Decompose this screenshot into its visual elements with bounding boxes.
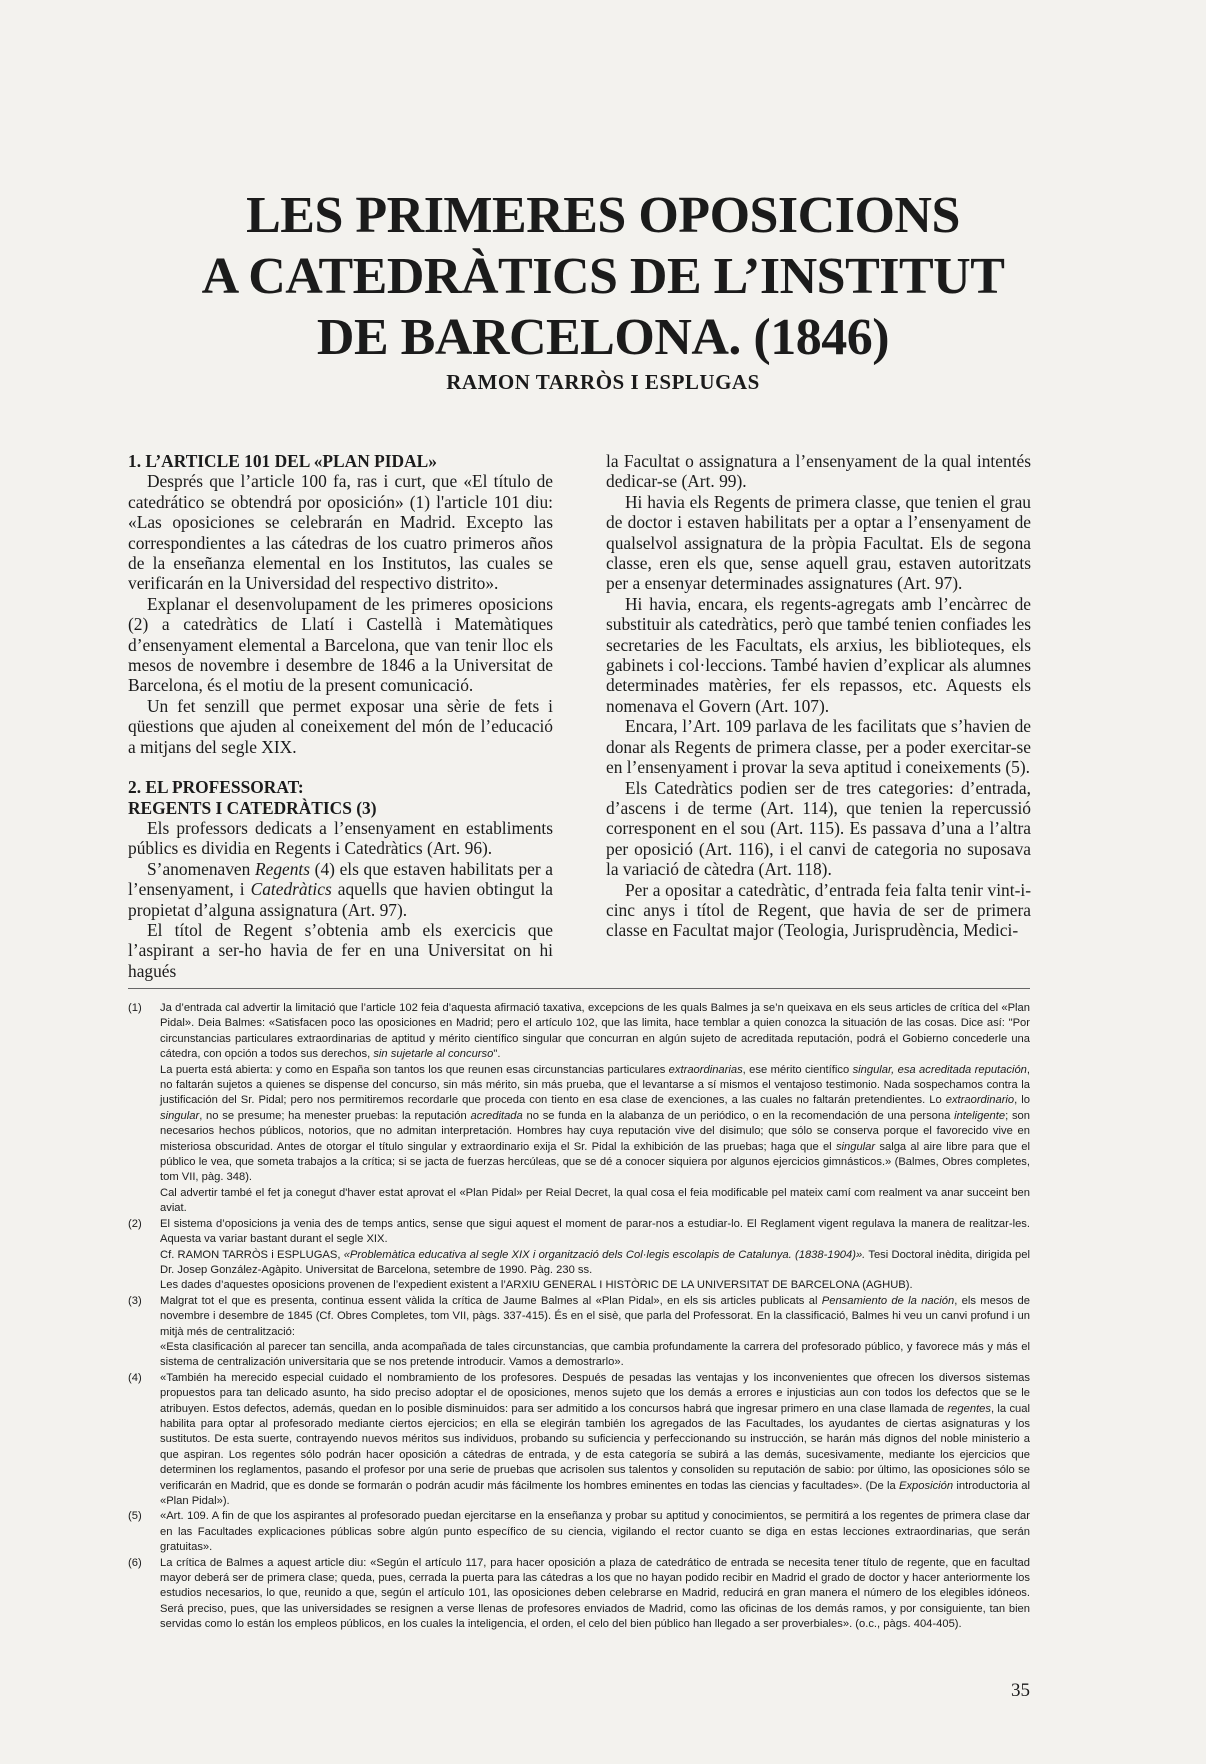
italic-run: singular, esa acreditada reputación [852,1063,1027,1076]
footnote-paragraph: Les dades d’aquestes oposicions provenen de l’expedient existent a l’ARXIU GENERAL I HISTÒRIC DE LA UNIVERSITAT DE BARCELONA (AGHUB). [160,1279,913,1292]
title-line-1: LES PRIMERES OPOSICIONS [246,187,960,244]
footnote-body [160,1001,1030,1217]
italic-run: regentes [947,1402,991,1415]
paragraph: Explanar el desenvolupament de les primeres oposicions (2) a catedràtics de Llatí i Castellà i Matemàtiques d’ensenyament elemental a Barcelona, que van tenir lloc els mesos de novembre i desembre de 1846 a la Universitat de Barcelona, és el motiu de la present comunicació. [128,593,553,696]
text-run: , ese mérito científico [742,1063,853,1076]
paragraph: Per a opositar a catedràtic, d’entrada feia falta tenir vint-i-cinc anys i títol de Regent, que havia de ser de primera classe en Facultat major (Teologia, Jurisprudència, Medici- [606,879,1031,941]
section-2-heading-line-2: REGENTS I CATEDRÀTICS (3) [128,797,377,818]
text-run: aquells que havien obtingut la propietat d’alguna assignatura (Art. 97). [128,879,554,920]
text-run: ". [493,1048,501,1061]
paragraph: Encara, l’Art. 109 parlava de les facilitats que s’havien de donar als Regents de primera classe, per a poder exercitar-se en l’ensenyament i provar la seva aptitud i coneixements (5). [606,716,1031,778]
footnote-paragraph: Cal advertir també el fet ja conegut d'haver estat aprovat el «Plan Pidal» per Reial Decret, la qual cosa el feia modificable pel mateix camí com realment va anar succeint ben aviat. [160,1186,1030,1215]
text-run: , els mesos de novembre i desembre de 1845 (Cf. Obres Completes, tom VII, pàgs. 337-415). És en el sisè, que parla del Professorat. En la classificació, Balmes hi veu un canvi profund i un mitjà més de centralització: [160,1294,1030,1338]
text-run: S’anomenaven [147,858,255,879]
footnote-6 [128,1556,1030,1633]
footnote-number: (2) [128,1217,142,1230]
footnote-5 [128,1509,1030,1555]
text-run: La puerta está abierta: y como en España son tantos los que reunen esas circunstancias particulares [160,1063,669,1076]
italic-term: Catedràtics [250,879,332,900]
paragraph: El títol de Regent s’obtenia amb els exercicis que l’aspirant a ser-ho havia de fer en una Universitat on hi hagués [128,919,553,981]
footnote-number: (6) [128,1556,142,1569]
footnote-number: (5) [128,1510,142,1523]
page-number: 35 [1011,1680,1030,1701]
footnotes [128,1001,1030,1633]
italic-run: inteligente [954,1109,1006,1122]
footnote-3 [128,1294,1030,1371]
title-line-3: DE BARCELONA. (1846) [316,309,890,366]
left-column [128,451,553,981]
footnote-number: (1) [128,1002,142,1014]
paragraph: Un fet senzill que permet exposar una sèrie de fets i qüestions que ajuden al coneixement del món de l’educació a mitjans del segle XIX. [128,695,553,757]
article-title [130,185,1076,368]
paragraph: Els Catedràtics podien ser de tres categories: d’entrada, d’ascens i de terme (Art. 114), que tenien la repercussió corresponent en el sou (Art. 115). Es passava d’una a l’altra per oposició (Art. 116), i el canvi de categoria no suposava la variació de càtedra (Art. 118). [606,777,1031,880]
italic-run: extraordinarias [668,1063,743,1076]
italic-run: Exposición [899,1479,954,1492]
section-1-heading: 1. L’ARTICLE 101 DEL «PLAN PIDAL» [128,451,437,471]
italic-run: singular [835,1140,876,1153]
italic-run: singular [160,1109,200,1122]
footnote-body [160,1371,1030,1510]
author-name: RAMON TARRÒS I ESPLUGAS [446,370,760,394]
text-run: salga al aire libre para que el público le vea, que someta trabajos a la crítica; si se jacta de fuerzas hercúleas, que se dé a conocer siquiera por algunos ejercicios gimnásticos.» (Balmes, Obres completes, tom VII, pàg. 348). [160,1140,1030,1184]
footnote-body [160,1556,1030,1633]
footnote-paragraph: La crítica de Balmes a aquest article diu: «Según el artículo 117, para hacer oposición a plaza de catedrático de entrada se necesita tener título de regente, que en facultad mayor deberá ser de primera clase; queda, pues, cerrada la puerta para las cátedras a los que no hayan podido recibir en Madrid el grado de doctor y hacer anteriormente los estudios necesarios, lo que, reunido a que, según el artículo 101, las oposiciones deben celebrarse en Madrid, reducirá en gran manera el número de los elegibles idóneos. Será preciso, pues, que las universidades se resignen a verse llenas de profesores enviados de Madrid, como las oficinas de los demás ramos, y por consiguiente, tan bien servidas como lo están los empleos públicos, en los cuales la inteligencia, el orden, el celo del bien público han llegado a ser proverbiales». (o.c., pàgs. 404-405). [160,1556,1030,1631]
footnote-1 [128,1001,1030,1217]
text-run: introductoria al «Plan Pidal»). [160,1479,1030,1507]
italic-run: Pensamiento de la nación [821,1294,955,1307]
footnote-paragraph [160,1063,1030,1186]
section-2-heading-line-1: 2. EL PROFESSORAT: [128,777,304,798]
footnote-number: (4) [128,1371,142,1384]
text-run: «También ha merecido especial cuidado el nombramiento de los profesores. Después de pesadas las ventajas y los inconvenientes que ofrecen los diversos sistemas propuestos para tan delicado asunto, ha sido preciso adoptar el de oposiciones, menos sujeto que los demás a errores e injusticias aun con todos los defectos que se le atribuyen. Estos defectos, además, quedan en lo posible disminuidos: para ser admitido a los concursos habrá que ingresar primero en una clase llamada de [160,1371,1030,1415]
italic-run: sin sujetarle al concurso [373,1048,494,1061]
italic-term: Regents [254,858,311,879]
italic-run: «Problemàtica educativa al segle XIX i organització dels Col·legis escolapis de Catalunya. (1838-1904)». [343,1248,866,1261]
text-run: Tesi Doctoral inèdita, dirigida pel Dr. Josep González-Agàpito. Universitat de Barcelona, setembre de 1990. Pàg. 230 ss. [160,1248,1030,1276]
footnote-number: (3) [128,1294,142,1307]
paragraph: Hi havia els Regents de primera classe, que tenien el grau de doctor i estaven habilitats per a optar a l’ensenyament de qualselvol assignatura de la pròpia Facultat. Els de segona classe, eren els que, sense aquell grau, estaven autoritzats per a ensenyar determinades assignatures (Art. 97). [606,491,1031,594]
footnote-divider [128,988,1030,989]
footnote-body [160,1294,1030,1371]
paragraph: la Facultat o assignatura a l’ensenyament de la qual intentés dedicar-se (Art. 99). [606,451,1031,492]
text-run: ; son necesarios hechos públicos, notorios, que no admitan interpretación. Hombres hay cuya reputación vive del disimulo; que sólo se conserva porque el favorecido vive en misteriosa obscuridad. Antes de otorgar el título singular y extraordinario exija el Sr. Pidal la exhibición de las pruebas; haga que el [160,1109,1031,1153]
footnote-2 [128,1217,1030,1294]
text-run: , no se presume; ha menester pruebas: la reputación [199,1109,471,1122]
text-run: , no faltarán sujetos a quienes se dispense del concurso, sin más mérito, sin más prueba, que el levantarse a sí mismos el ventajoso testimonio. Nada sospechamos contra la justificación del Sr. Pidal; pero nos permitiremos recordarle que proceda con tiento en esa clase de exenciones, a las cuales no faltarán pretendientes. Lo [160,1063,1030,1107]
footnote-paragraph: «Art. 109. A fin de que los aspirantes al profesorado puedan ejercitarse en la enseñanza y probar su aptitud y conocimientos, se permitirá a los regentes de primera clase dar en las Facultades explicaciones públicas sobre algún punto específico de su ciencia, vigilando el rector cuanto se diga en estas lecciones extraordinarias, que serán gratuitas». [160,1510,1030,1554]
text-run: Cf. RAMON TARRÒS i ESPLUGAS, [160,1248,344,1261]
italic-run: acreditada [470,1109,523,1122]
footnote-paragraph [160,1001,1030,1063]
footnote-body [160,1509,1030,1555]
text-run: (4) els que estaven habilitats per a l’ensenyament, i [128,858,553,900]
footnote-paragraph [160,1371,1030,1510]
title-line-2: A CATEDRÀTICS DE L’INSTITUT [201,248,1005,305]
text-run: , la cual habilita para optar al profesorado mediante ciertos ejercicios; en ella se elegirán también los agregados de las Facultades, los ayudantes de ciertas asignaturas y los sustitutos. De esta suerte, contrayendo nuevos méritos sus individuos, probando su suficiencia y perfeccionando su instrucción, se harán más dignos del noble ministerio a que aspiran. Los regentes sólo podrán hacer oposición a cátedras de entrada, y de esta categoría se subirá a las demás, sucesivamente, mediante los ejercicios que determinen los reglamentos, pasando el profesor por una serie de pruebas que acrisolen sus talentos y consoliden su reputación de sabio: por último, las oposiciones sólo se verificarán en Madrid, que es donde se formarán o podrán acudir más fácilmente los hombres eminentes en todas las ciencias y facultades». (De la [160,1402,1030,1492]
footnote-body [160,1217,1030,1294]
text-run: , lo [1014,1094,1030,1107]
paragraph: Després que l’article 100 fa, ras i curt, que «El título de catedrático se obtendrá por oposición» (1) l'article 101 diu: «Las oposiciones se celebrarán en Madrid. Excepto las correspondientes a las cátedras de los cuatro primeros años de la enseñanza elemental en los Institutos, las cuales se verificarán en la Universidad del respectivo distrito». [128,471,553,594]
section-2-heading [128,777,553,818]
paragraph: Hi havia, encara, els regents-agregats amb l’encàrrec de substituir als catedràtics, però que també tenien confiades les secretaries de les Facultats, els arxius, les biblioteques, els gabinets i col·leccions. També havien d’explicar als alumnes determinades matèries, fer els repassos, etc. Aquests els nomenava el Govern (Art. 107). [606,593,1031,716]
text-run: Malgrat tot el que es presenta, continua essent vàlida la crítica de Jaume Balmes al «Plan Pidal», en els sis articles publicats al [160,1294,822,1307]
italic-run: extraordinario [945,1094,1015,1107]
footnote-4 [128,1371,1030,1510]
paragraph: Els professors dedicats a l’ensenyament en establiments públics es dividia en Regents i Catedràtics (Art. 96). [128,817,553,859]
text-run: Ja d’entrada cal advertir la limitació que l’article 102 feia d’aquesta afirmació taxativa, excepcions de les quals Balmes ja se’n queixava en els seus articles de crítica del «Plan Pidal». Deia Balmes: «Satisfacen poco las oposiciones en Madrid; pero el artículo 102, que las limita, hace temblar a quien conozca la situación de las cosas. Dice así: "Por circunstancias particulares extraordinarias de aptitud y mérito científico singular que concurran en algún sujeto de acreditada reputación, podrá el Gobierno concederle una cátedra, con opción a todos sus derechos, [160,1002,1030,1061]
text-run: no se funda en la alabanza de un periódico, o en la recomendación de una persona [522,1109,955,1122]
right-column [606,451,1031,941]
footnote-paragraph [160,1248,1030,1279]
footnote-paragraph: «Esta clasificación al parecer tan sencilla, anda acompañada de tales circunstancias, que cambia profundamente la carrera del profesorado público, y favorece más y más el sistema de centralización universitaria que se nos pretende introducir. Vamos a demostrarlo». [160,1340,1030,1369]
paragraph [128,859,553,920]
footnote-paragraph [160,1294,1030,1340]
footnote-paragraph: El sistema d’oposicions ja venia des de temps antics, sense que sigui aquest el moment de parar-nos a estudiar-lo. El Reglament vigent regulava la manera de realitzar-les. Aquesta va variar bastant durant el segle XIX. [160,1217,1030,1246]
